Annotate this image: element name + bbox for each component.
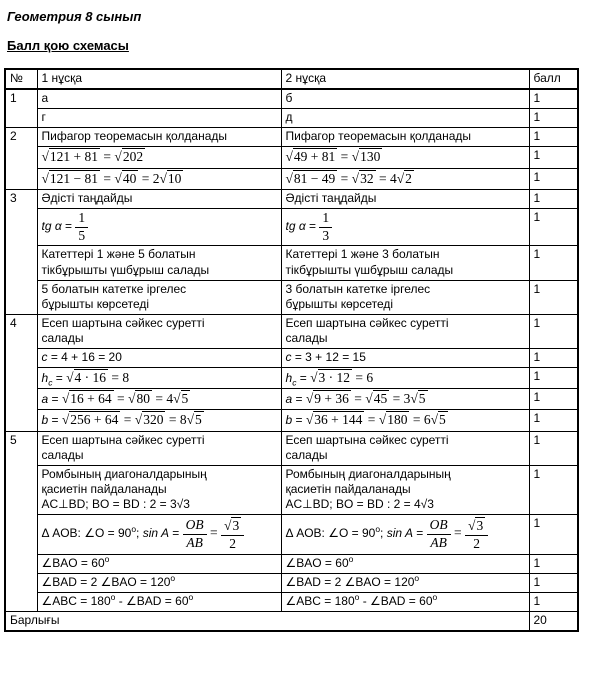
math-serif: √36 + 144 = √180 = 6√5 (305, 412, 446, 428)
score-cell: 1 (529, 168, 578, 189)
score-cell: 1 (529, 573, 578, 592)
square-root: √2 (396, 170, 412, 186)
math-serif: √49 + 81 = √130 (285, 149, 381, 165)
square-root: √4 · 16 (66, 370, 107, 386)
variant1-cell: ∠BAO = $60^o$ (37, 554, 281, 573)
total-label: Барлығы (5, 612, 529, 632)
variant2-cell: Есеп шартына сәйкес суретті салады (281, 314, 529, 348)
table-row (5, 89, 578, 109)
table-row (5, 109, 578, 128)
problem-number: 3 (5, 189, 37, 314)
variant1-cell (37, 147, 281, 168)
score-cell: 1 (529, 554, 578, 573)
math-serif (319, 209, 332, 243)
variant1-cell: Есеп шартына сәйкес суретті салады (37, 431, 281, 465)
fraction: $\frac{1}{3}$ (319, 210, 332, 244)
variant2-cell: д (281, 109, 529, 128)
score-cell: 1 (529, 389, 578, 410)
square-root: √5 (410, 391, 426, 407)
math-serif: √4 · 16 = 8 (66, 370, 130, 386)
score-cell: 1 (529, 280, 578, 314)
square-root: √3 (468, 518, 484, 534)
table-row (5, 147, 578, 168)
math-serif: √121 − 81 = √40 = 2√10 (41, 170, 182, 186)
column-header-number: № (5, 69, 37, 89)
math-serif: √81 − 49 = √32 = 4√2 (285, 170, 412, 186)
square-root: √16 + 64 (61, 391, 112, 407)
table-row (5, 389, 578, 410)
variant2-cell: b = √36 + 144 = √180 = 6√5 (281, 410, 529, 431)
table-row (5, 554, 578, 573)
fraction: $\frac{√3}{2}$ (221, 516, 244, 552)
variant2-cell: a = √9 + 36 = √45 = 3√5 (281, 389, 529, 410)
table-row (5, 465, 578, 514)
problem-number: 4 (5, 314, 37, 431)
table-row (5, 314, 578, 348)
variant2-cell: tg α = $\frac{1}{3}$ (281, 208, 529, 246)
table-row (5, 593, 578, 612)
page-title: Геометрия 8 сынып (7, 9, 142, 24)
math-serif: √9 + 36 = √45 = 3√5 (305, 391, 426, 407)
table-body (5, 89, 578, 612)
math-serif (75, 209, 88, 243)
math-serif: $\frac{OB}{AB}$ = $\frac{√3}{2}$ (427, 525, 489, 540)
score-cell: 1 (529, 89, 578, 109)
score-cell: 1 (529, 314, 578, 348)
square-root: √5 (186, 412, 202, 428)
variant2-cell (281, 168, 529, 189)
square-root: √256 + 64 (61, 412, 119, 428)
column-header-variant1: 1 нұсқа (37, 69, 281, 89)
table-header-row (5, 69, 578, 89)
variant1-cell: Пифагор теоремасын қолданады (37, 128, 281, 147)
variant2-cell: ∠ABC = $180^o$ - ∠BAD = $60^o$ (281, 593, 529, 612)
variant1-cell: ∠BAD = 2 ∠BAO = $120^o$ (37, 573, 281, 592)
square-root: √3 (224, 518, 240, 534)
score-cell: 1 (529, 515, 578, 555)
score-cell: 1 (529, 431, 578, 465)
variant2-cell: Ромбының диагоналдарының қасиетін пайдаланады AC⊥BD; BO = BD : 2 = 4√3 (281, 465, 529, 514)
math-serif: √256 + 64 = √320 = 8√5 (61, 412, 202, 428)
fraction: $\frac{1}{5}$ (75, 210, 88, 244)
variant2-cell: Есеп шартына сәйкес суретті салады (281, 431, 529, 465)
table-row (5, 573, 578, 592)
table-row (5, 246, 578, 280)
variant1-cell: Әдісті таңдайды (37, 189, 281, 208)
total-score: 20 (529, 612, 578, 632)
variant1-cell: c = 4 + 16 = 20 (37, 349, 281, 368)
variant1-cell: ∠ABC = $180^o$ - ∠BAD = $60^o$ (37, 593, 281, 612)
square-root: √80 (128, 391, 150, 407)
square-root: √36 + 144 (305, 412, 363, 428)
variant1-cell: Ромбының диагоналдарының қасиетін пайдаланады AC⊥BD; BO = BD : 2 = 3√3 (37, 465, 281, 514)
score-cell: 1 (529, 109, 578, 128)
problem-number: 5 (5, 431, 37, 612)
table-row (5, 189, 578, 208)
variant2-cell: c = 3 + 12 = 15 (281, 349, 529, 368)
table-row (5, 280, 578, 314)
square-root: √121 − 81 (41, 170, 99, 186)
square-root: √49 + 81 (285, 149, 336, 165)
math-serif: √121 + 81 = √202 (41, 149, 144, 165)
total-row (5, 612, 578, 632)
table-row (5, 349, 578, 368)
variant1-cell: tg α = $\frac{1}{5}$ (37, 208, 281, 246)
score-cell: 1 (529, 128, 578, 147)
variant2-cell: Әдісті таңдайды (281, 189, 529, 208)
fraction: $\frac{√3}{2}$ (465, 516, 488, 552)
square-root: √5 (430, 412, 446, 428)
square-root: √130 (351, 149, 381, 165)
score-cell: 1 (529, 349, 578, 368)
square-root: √45 (365, 391, 388, 407)
square-root: √3 · 12 (310, 370, 351, 386)
variant1-cell: Есеп шартына сәйкес суретті салады (37, 314, 281, 348)
math-serif: √3 · 12 = 6 (310, 370, 374, 386)
variant2-cell: б (281, 89, 529, 109)
variant2-cell: 3 болатын катетке іргелес бұрышты көрсетеді (281, 280, 529, 314)
variant1-cell (37, 168, 281, 189)
page-subtitle: Балл қою схемасы (7, 38, 129, 53)
square-root: √32 (351, 170, 374, 186)
column-header-score: балл (529, 69, 578, 89)
problem-number: 1 (5, 89, 37, 128)
variant2-cell: Δ AOB: ∠O = $90^o$; sin A = $\frac{OB}{AB}$ = $\frac{√3}{2}$ (281, 515, 529, 555)
fraction: $\frac{OB}{AB}$ (183, 517, 207, 551)
variant1-cell: $h_c = √4 \cdot 16 = 8$ (37, 368, 281, 389)
square-root: √40 (114, 170, 137, 186)
table-row (5, 208, 578, 246)
table-row (5, 168, 578, 189)
variant2-cell: Пифагор теоремасын қолданады (281, 128, 529, 147)
variant1-cell: а (37, 89, 281, 109)
variant2-cell: $h_c = √3 \cdot 12 = 6$ (281, 368, 529, 389)
score-cell: 1 (529, 246, 578, 280)
score-cell: 1 (529, 189, 578, 208)
score-cell: 1 (529, 368, 578, 389)
table-row (5, 410, 578, 431)
score-cell: 1 (529, 410, 578, 431)
variant1-cell: г (37, 109, 281, 128)
variant2-cell: ∠BAD = 2 ∠BAO = $120^o$ (281, 573, 529, 592)
table-row (5, 128, 578, 147)
table-row (5, 431, 578, 465)
variant2-cell: ∠BAO = $60^o$ (281, 554, 529, 573)
math-serif: $\frac{OB}{AB}$ = $\frac{√3}{2}$ (183, 525, 245, 540)
table-row (5, 368, 578, 389)
column-header-variant2: 2 нұсқа (281, 69, 529, 89)
square-root: √10 (159, 170, 182, 186)
variant2-cell: Катеттері 1 және 3 болатын тікбұрышты үшбұрыш салады (281, 246, 529, 280)
square-root: √121 + 81 (41, 149, 99, 165)
variant1-cell: Δ AOB: ∠O = $90^o$; sin A = $\frac{OB}{AB}$ = $\frac{√3}{2}$ (37, 515, 281, 555)
score-cell: 1 (529, 593, 578, 612)
square-root: √81 − 49 (285, 170, 336, 186)
square-root: √320 (134, 412, 164, 428)
square-root: √202 (114, 149, 144, 165)
variant1-cell: Катеттері 1 және 5 болатын тікбұрышты үшбұрыш салады (37, 246, 281, 280)
score-cell: 1 (529, 147, 578, 168)
math-serif: √16 + 64 = √80 = 4√5 (61, 391, 189, 407)
variant1-cell: a = √16 + 64 = √80 = 4√5 (37, 389, 281, 410)
problem-number: 2 (5, 128, 37, 189)
variant1-cell: b = √256 + 64 = √320 = 8√5 (37, 410, 281, 431)
score-cell: 1 (529, 465, 578, 514)
scoring-scheme-table (4, 68, 579, 632)
table-row (5, 515, 578, 555)
variant2-cell (281, 147, 529, 168)
score-cell: 1 (529, 208, 578, 246)
fraction: $\frac{OB}{AB}$ (427, 517, 451, 551)
variant1-cell: 5 болатын катетке іргелес бұрышты көрсетеді (37, 280, 281, 314)
square-root: √180 (378, 412, 408, 428)
square-root: √9 + 36 (305, 391, 349, 407)
square-root: √5 (173, 391, 189, 407)
